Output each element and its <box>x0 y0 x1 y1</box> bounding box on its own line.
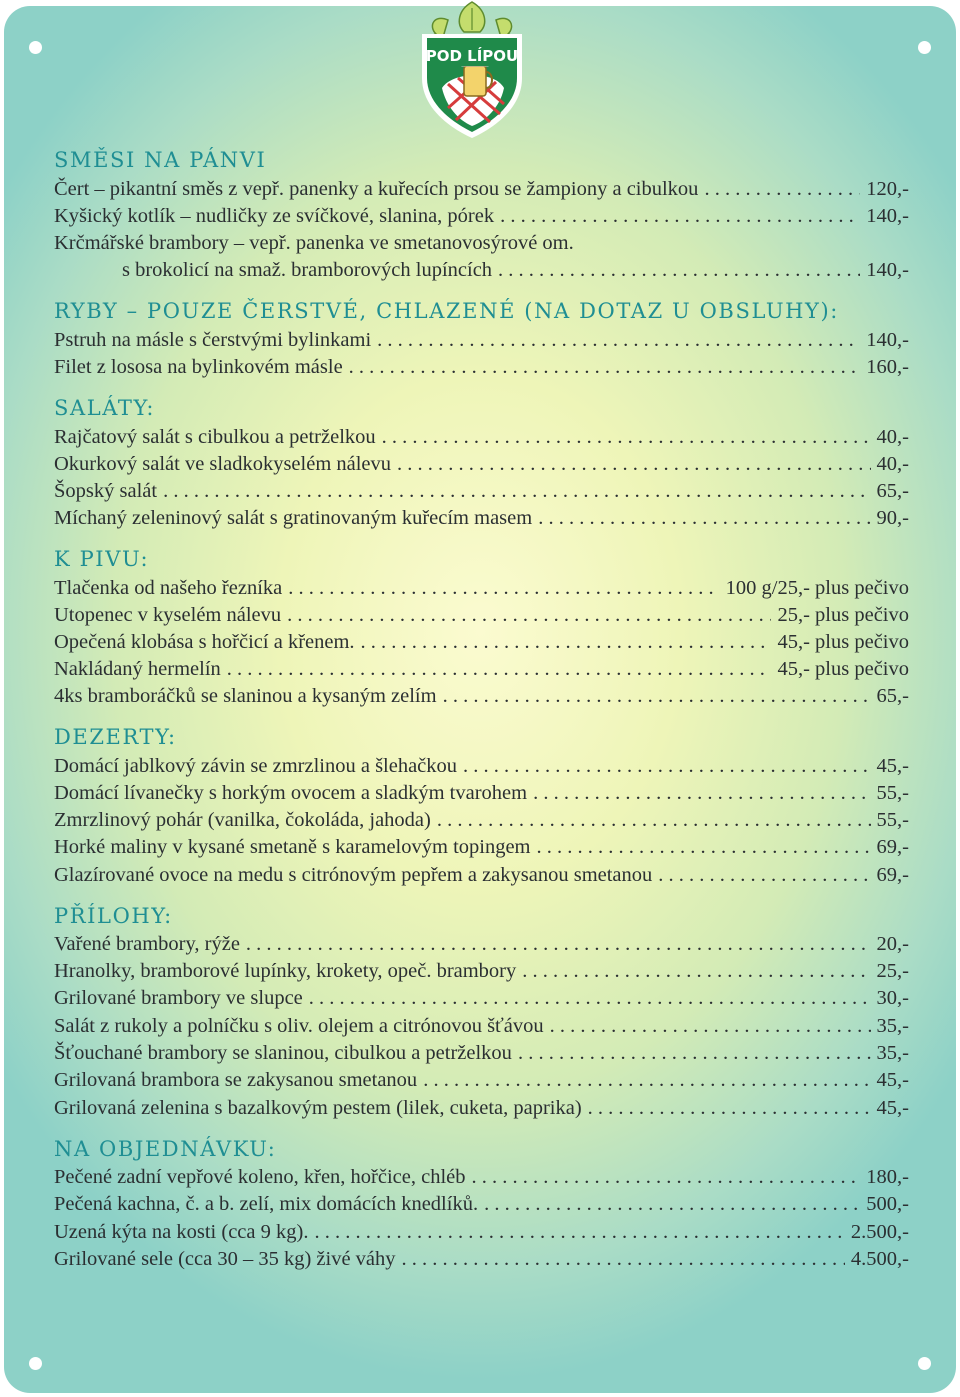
item-name: Grilované brambory ve slupce <box>54 987 303 1009</box>
item-name: Grilovaná brambora se zakysanou smetanou <box>54 1069 418 1091</box>
menu-item <box>54 1221 909 1247</box>
item-name: Filet z lososa na bylinkovém másle <box>54 356 343 378</box>
item-price: 35,- <box>876 1015 909 1037</box>
dot-leader <box>287 604 771 627</box>
item-price: 35,- <box>876 1042 909 1064</box>
menu-item <box>54 1015 909 1041</box>
item-name: Zmrzlinový pohár (vanilka, čokoláda, jahoda) <box>54 809 431 831</box>
dot-leader <box>309 987 871 1010</box>
pod-lipou-logo <box>412 0 532 140</box>
item-name: s brokolicí na smaž. bramborových lupíncích <box>122 259 493 281</box>
item-name: Pečená kachna, č. a b. zelí, mix domácích knedlíků. <box>54 1193 479 1215</box>
menu-item <box>54 933 909 959</box>
item-name: Salát z rukoly a polníčku s oliv. olejem a citrónovou šťávou <box>54 1015 544 1037</box>
menu-item <box>54 782 909 808</box>
item-price: 40,- <box>876 426 909 448</box>
item-name: Krčmářské brambory – vepř. panenka ve smetanovosýrové om. <box>54 232 574 254</box>
item-name: Hranolky, bramborové lupínky, krokety, opeč. brambory <box>54 960 517 982</box>
menu-item <box>54 755 909 781</box>
item-price: 45,- plus pečivo <box>777 631 909 653</box>
dot-leader <box>533 782 870 805</box>
menu-item <box>54 685 909 711</box>
menu-item <box>54 809 909 835</box>
item-price: 140,- <box>866 259 909 281</box>
corner-hole-top-left <box>29 41 42 54</box>
item-name: Opečená klobása s hořčicí a křenem. <box>54 631 355 653</box>
menu-item <box>54 426 909 452</box>
item-price: 65,- <box>876 480 909 502</box>
menu-item <box>122 259 909 285</box>
dot-leader <box>550 1015 871 1038</box>
dot-leader <box>538 507 870 530</box>
menu-item <box>54 356 909 382</box>
menu-item <box>54 329 909 355</box>
dot-leader <box>537 836 871 859</box>
menu-item <box>54 604 909 630</box>
menu-item <box>54 631 909 657</box>
section-title-prilohy: PŘÍLOHY: <box>54 904 173 928</box>
section-title-na-objednavku: NA OBJEDNÁVKU: <box>54 1137 277 1161</box>
menu-item <box>54 836 909 862</box>
menu-item <box>54 987 909 1013</box>
item-name: Okurkový salát ve sladkokyselém nálevu <box>54 453 392 475</box>
item-price: 55,- <box>876 782 909 804</box>
item-name: Nakládaný hermelín <box>54 658 221 680</box>
corner-hole-bottom-right <box>918 1357 931 1370</box>
item-name: Grilované sele (cca 30 – 35 kg) živé váhy <box>54 1248 396 1270</box>
menu-item <box>54 1069 909 1095</box>
section-title-smesi: SMĚSI NA PÁNVI <box>54 148 267 172</box>
dot-leader <box>377 329 860 352</box>
item-name: 4ks bramboráčků se slaninou a kysaným zelím <box>54 685 437 707</box>
logo-text: POD LÍPOU <box>425 47 519 65</box>
item-name: Horké maliny v kysané smetaně s karamelovým topingem <box>54 836 531 858</box>
dot-leader <box>437 809 871 832</box>
dot-leader <box>658 864 870 887</box>
item-price: 2.500,- <box>850 1221 909 1243</box>
dot-leader <box>163 480 870 503</box>
menu-item <box>54 1097 909 1123</box>
dot-leader <box>227 658 772 681</box>
item-price: 69,- <box>876 864 909 886</box>
menu-item <box>54 232 909 258</box>
item-price: 90,- <box>876 507 909 529</box>
menu-item <box>54 480 909 506</box>
section-title-dezerty: DEZERTY: <box>54 725 177 749</box>
dot-leader <box>246 933 871 956</box>
dot-leader <box>588 1097 871 1120</box>
menu-item <box>54 507 909 533</box>
dot-leader <box>361 631 772 654</box>
menu-item <box>54 960 909 986</box>
dot-leader <box>472 1166 861 1189</box>
menu-item <box>54 453 909 479</box>
item-price: 65,- <box>876 685 909 707</box>
section-title-ryby: RYBY – POUZE ČERSTVÉ, CHLAZENÉ (NA DOTAZ U OBSLUHY): <box>54 299 839 323</box>
dot-leader <box>314 1221 844 1244</box>
dot-leader <box>518 1042 871 1065</box>
item-price: 4.500,- <box>850 1248 909 1270</box>
item-name: Rajčatový salát s cibulkou a petrželkou <box>54 426 376 448</box>
item-name: Pstruh na másle s čerstvými bylinkami <box>54 329 372 351</box>
dot-leader <box>463 755 871 778</box>
dot-leader <box>397 453 871 476</box>
item-name: Utopenec v kyselém nálevu <box>54 604 282 626</box>
item-price: 160,- <box>866 356 909 378</box>
item-price: 140,- <box>866 205 909 227</box>
item-name: Glazírované ovoce na medu s citrónovým pepřem a zakysanou smetanou <box>54 864 653 886</box>
menu-item <box>54 864 909 890</box>
item-price: 180,- <box>866 1166 909 1188</box>
item-price: 100 g/25,- plus pečivo <box>725 577 909 599</box>
item-name: Uzená kýta na kosti (cca 9 kg). <box>54 1221 309 1243</box>
item-name: Šopský salát <box>54 480 158 502</box>
item-name: Čert – pikantní směs z vepř. panenky a kuřecích prsou se žampiony a cibulkou <box>54 178 699 200</box>
item-name: Pečené zadní vepřové koleno, křen, hořčice, chléb <box>54 1166 466 1188</box>
corner-hole-bottom-left <box>29 1357 42 1370</box>
section-title-salaty: SALÁTY: <box>54 396 156 420</box>
item-price: 25,- <box>876 960 909 982</box>
menu-item <box>54 658 909 684</box>
dot-leader <box>423 1069 870 1092</box>
menu-item <box>54 178 909 204</box>
item-price: 55,- <box>876 809 909 831</box>
dot-leader <box>443 685 871 708</box>
item-price: 40,- <box>876 453 909 475</box>
item-name: Šťouchané brambory se slaninou, cibulkou a petrželkou <box>54 1042 512 1064</box>
item-price: 30,- <box>876 987 909 1009</box>
dot-leader <box>349 356 861 379</box>
item-name: Domácí lívanečky s horkým ovocem a sladkým tvarohem <box>54 782 528 804</box>
item-price: 45,- <box>876 755 909 777</box>
dot-leader <box>498 259 860 282</box>
dot-leader <box>484 1193 860 1216</box>
item-name: Tlačenka od našeho řezníka <box>54 577 283 599</box>
dot-leader <box>402 1248 845 1271</box>
dot-leader <box>288 577 719 600</box>
dot-leader <box>522 960 870 983</box>
item-price: 20,- <box>876 933 909 955</box>
item-name: Domácí jablkový závin se zmrzlinou a šlehačkou <box>54 755 458 777</box>
dot-leader <box>500 205 860 228</box>
item-price: 45,- <box>876 1069 909 1091</box>
item-price: 120,- <box>866 178 909 200</box>
dot-leader <box>704 178 860 201</box>
item-price: 500,- <box>866 1193 909 1215</box>
corner-hole-top-right <box>918 41 931 54</box>
menu-item <box>54 1166 909 1192</box>
section-title-k-pivu: K PIVU: <box>54 547 150 571</box>
menu-item <box>54 1193 909 1219</box>
menu-item <box>54 205 909 231</box>
menu-item <box>54 1248 909 1274</box>
item-name: Grilovaná zelenina s bazalkovým pestem (lilek, cuketa, paprika) <box>54 1097 582 1119</box>
item-price: 25,- plus pečivo <box>777 604 909 626</box>
item-price: 45,- <box>876 1097 909 1119</box>
item-name: Míchaný zeleninový salát s gratinovaným kuřecím masem <box>54 507 533 529</box>
item-name: Vařené brambory, rýže <box>54 933 240 955</box>
menu-item <box>54 577 909 603</box>
item-price: 140,- <box>866 329 909 351</box>
item-price: 45,- plus pečivo <box>777 658 909 680</box>
item-price: 69,- <box>876 836 909 858</box>
item-name: Kyšický kotlík – nudličky ze svíčkové, slanina, pórek <box>54 205 495 227</box>
dot-leader <box>382 426 871 449</box>
menu-item <box>54 1042 909 1068</box>
